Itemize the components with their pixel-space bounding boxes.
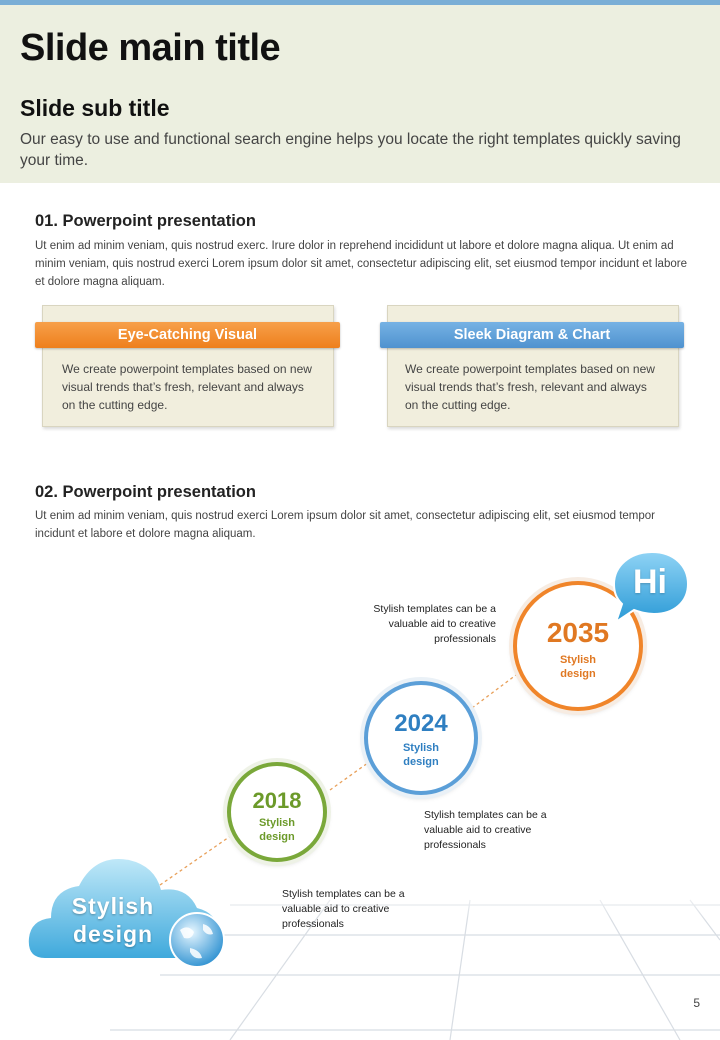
timeline-note-2024: Stylish templates can be a valuable aid to creative professionals — [424, 809, 547, 851]
milestone-year: 2024 — [394, 710, 448, 737]
speech-bubble-text: Hi — [633, 563, 667, 601]
cloud-text — [58, 892, 168, 948]
milestone-label-line2: design — [560, 668, 596, 680]
milestone-label-line2: design — [403, 756, 439, 768]
milestone-label-line1: Stylish — [258, 817, 296, 829]
section-2-title: 02. Powerpoint presentation — [35, 483, 256, 501]
card-1-title: Eye-Catching Visual — [35, 322, 340, 348]
milestone-2024 — [364, 681, 478, 795]
milestone-2018 — [227, 762, 327, 862]
card-2-text: We create powerpoint templates based on new visual trends that’s fresh, relevant and always on the cutting edge. — [405, 362, 655, 412]
milestone-year: 2035 — [546, 617, 610, 648]
timeline-note-2035: Stylish templates can be a valuable aid to creative professionals — [373, 603, 496, 645]
slide-sub-title: Slide sub title — [20, 95, 170, 121]
milestone-year: 2018 — [252, 788, 302, 813]
cloud-text-line1: Stylish — [71, 893, 155, 919]
section-1-body: Ut enim ad minim veniam, quis nostrud exerc. Irure dolor in reprehend incididunt ut labore et dolore magna aliqua. Ut enim ad minim veniam, quis nostrud exerci Lorem ipsum dolor sit amet, consectetur adipiscing elit, set eiusmod tempor incidunt et labore et dolore magna aliquam. — [35, 240, 687, 288]
cloud-text-line2: design — [72, 921, 154, 947]
milestone-label-line1: Stylish — [402, 742, 440, 754]
section-2-body: Ut enim ad minim veniam, quis nostrud exerci Lorem ipsum dolor sit amet, consectetur adipiscing elit, set eiusmod tempor incidunt et labore et dolore magna aliquam. — [35, 510, 655, 540]
card-2-title: Sleek Diagram & Chart — [380, 322, 684, 348]
milestone-label-line2: design — [259, 831, 295, 843]
card-1-text: We create powerpoint templates based on new visual trends that’s fresh, relevant and always on the cutting edge. — [62, 362, 312, 412]
section-1-title: 01. Powerpoint presentation — [35, 212, 256, 230]
timeline-note-2018: Stylish templates can be a valuable aid to creative professionals — [282, 888, 405, 930]
milestone-label-line1: Stylish — [559, 654, 597, 666]
header-description: Our easy to use and functional search engine helps you locate the right templates quickly saving your time. — [20, 131, 681, 169]
slide-main-title: Slide main title — [20, 27, 281, 69]
page-number: 5 — [693, 996, 700, 1010]
